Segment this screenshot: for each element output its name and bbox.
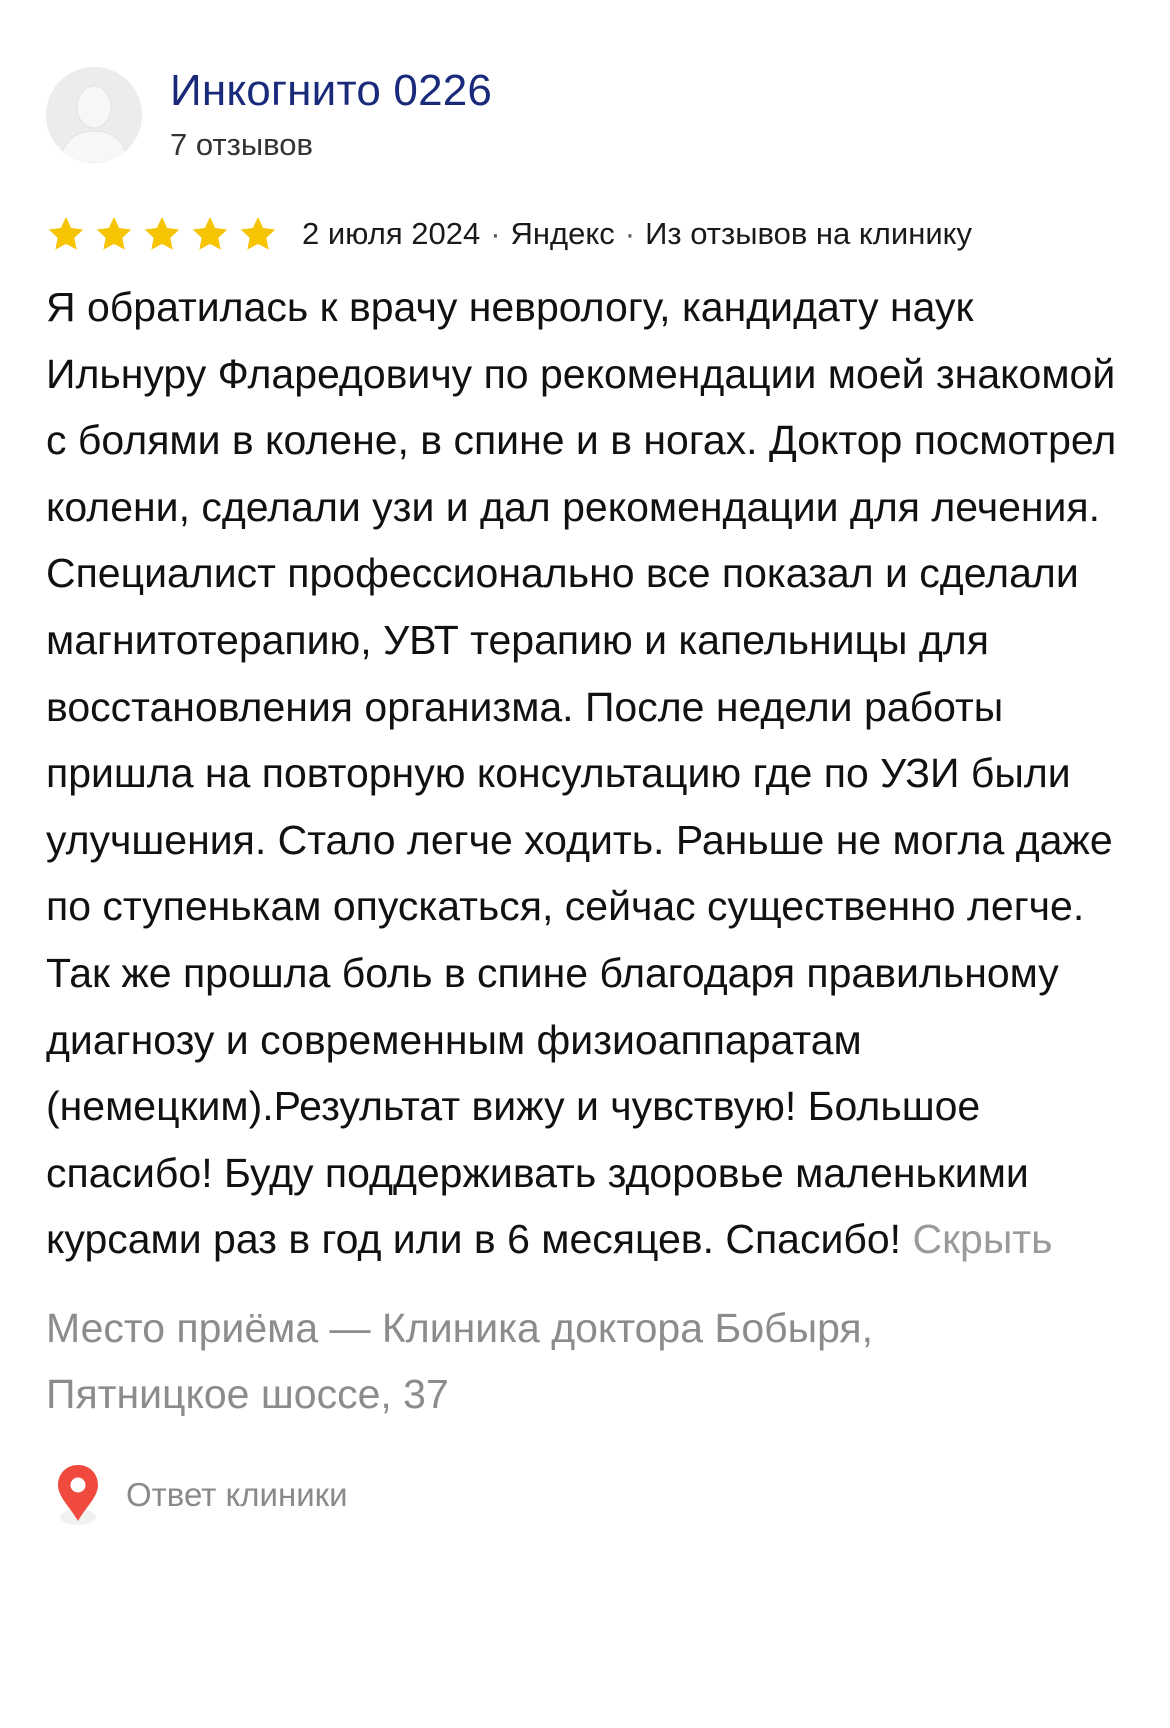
user-silhouette-icon [46, 67, 142, 163]
rating-stars [46, 214, 286, 254]
review-date: 2 июля 2024 [302, 216, 481, 251]
meta-separator: · [624, 216, 636, 251]
review-text [46, 274, 1136, 1273]
review-body: Я обратилась к врачу неврологу, кандидату наук Ильнуру Фларедовичу по рекомендации моей знакомой с болями в колене, в спине и в ногах. Доктор посмотрел колени, сделали узи и дал рекомендации для лечения. Специалист профессионально все показал и сделали магнитотерапию, УВТ терапию и капельницы для восстановления организма. После недели работы пришла на повторную консультацию где по УЗИ были улучшения. Стало легче ходить. Раньше не могла даже по ступенькам опускаться, сейчас существенно легче. Так же прошла боль в спине благодаря правильному диагнозу и современным физиоаппаратам (немецким).Результат вижу и чувствую! Большое спасибо! Буду поддерживать здоровье маленькими курсами раз в год или в 6 месяцев. Спасибо! [46, 284, 1117, 1263]
review-source: Яндекс [510, 216, 615, 251]
clinic-reply-label: Ответ клиники [126, 1475, 348, 1513]
author-name[interactable]: Инкогнито 0226 [170, 66, 493, 115]
author-info [170, 65, 492, 165]
author-reviews-count: 7 отзывов [170, 127, 313, 162]
avatar[interactable] [46, 67, 142, 163]
meta-separator: · [490, 216, 501, 251]
appointment-place: Место приёма — Клиника доктора Бобыря, Пятницкое шоссе, 37 [46, 1304, 874, 1417]
star-icon [238, 214, 278, 254]
clinic-reply-button[interactable] [46, 1461, 1136, 1529]
star-icon [94, 214, 134, 254]
review-origin: Из отзывов на клинику [645, 216, 973, 251]
star-icon [142, 214, 182, 254]
review-meta [46, 212, 1136, 256]
review-card [46, 60, 1136, 1529]
review-header [46, 60, 1136, 170]
star-icon [46, 214, 86, 254]
star-icon [190, 214, 230, 254]
hide-button[interactable]: Скрыть [912, 1216, 1053, 1263]
review-meta-text [302, 216, 972, 252]
map-pin-icon [50, 1461, 106, 1529]
